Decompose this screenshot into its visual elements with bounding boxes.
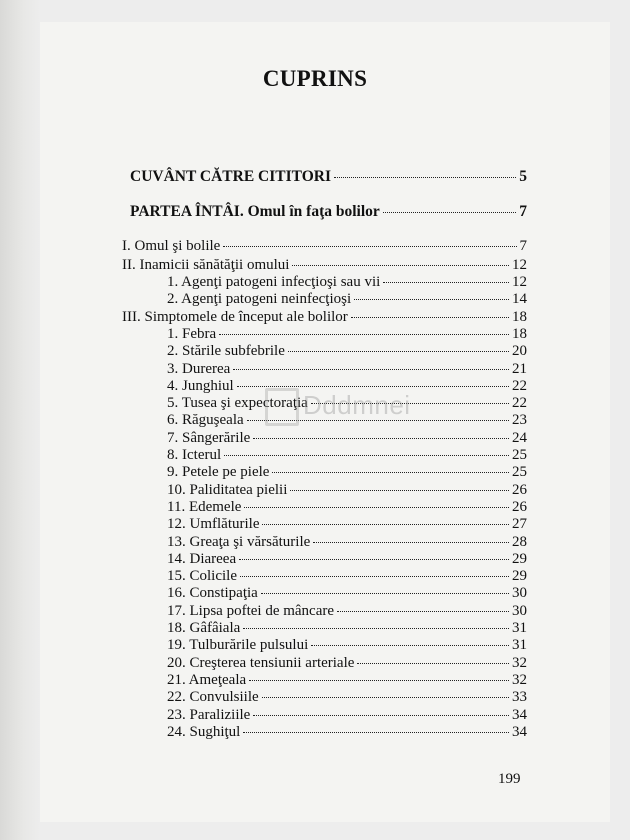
toc-entry-label: 2. Stările subfebrile xyxy=(167,343,285,360)
toc-entry-page: 7 xyxy=(519,238,527,254)
toc-entry xyxy=(122,238,527,255)
toc-entry xyxy=(130,168,527,185)
dot-leader xyxy=(311,645,509,646)
toc-entry-page: 29 xyxy=(512,568,527,585)
toc-entry-label: 21. Ameţeala xyxy=(167,671,247,688)
dot-leader xyxy=(219,334,509,335)
toc-entry-label: 1. Agenţi patogeni infecţioşi sau vii xyxy=(167,274,381,290)
toc-entry xyxy=(167,620,527,637)
toc-entry xyxy=(167,291,527,308)
dot-leader xyxy=(354,299,509,300)
dot-leader xyxy=(383,282,509,283)
toc-entry xyxy=(167,499,527,516)
toc-entry xyxy=(130,203,527,220)
toc-entry-label: 4. Junghiul xyxy=(167,377,234,394)
toc-entry xyxy=(167,361,527,378)
toc-entry-label: 10. Paliditatea pielii xyxy=(167,481,288,498)
dot-leader xyxy=(224,455,509,456)
dot-leader xyxy=(240,576,509,577)
toc-entry-label: PARTEA ÎNTÂI. Omul în faţa bolilor xyxy=(130,203,380,220)
toc-entry-label: 14. Diareea xyxy=(167,550,237,567)
dot-leader xyxy=(261,593,509,594)
toc-entry-label: I. Omul şi bolile xyxy=(122,238,221,254)
dot-leader xyxy=(262,524,509,525)
toc-entry-label: 8. Icterul xyxy=(167,447,222,463)
toc-entry xyxy=(167,724,527,741)
toc-entry-page: 29 xyxy=(512,550,527,567)
dot-leader xyxy=(249,680,509,681)
page-number: 199 xyxy=(498,771,521,787)
toc-entry-page: 31 xyxy=(512,637,527,654)
toc-entry-label: 1. Febra xyxy=(167,325,217,342)
toc-entry-label: 22. Convulsiile xyxy=(167,689,259,706)
toc-entry xyxy=(122,309,527,326)
watermark-logo-icon xyxy=(265,388,299,426)
toc-entry-page: 30 xyxy=(512,602,527,619)
toc-entry-page: 21 xyxy=(512,360,527,377)
toc-entry xyxy=(167,707,527,724)
dot-leader xyxy=(357,663,509,664)
toc-entry-label: 11. Edemele xyxy=(167,498,242,515)
toc-entry xyxy=(167,637,527,654)
toc-entry-label: II. Inamicii sănătăţii omului xyxy=(122,257,290,273)
toc-entry xyxy=(167,326,527,343)
toc-entry-page: 34 xyxy=(512,706,527,723)
toc-entry-page: 12 xyxy=(512,274,527,290)
toc-entry xyxy=(167,551,527,568)
toc-entry-page: 18 xyxy=(512,325,527,342)
toc-entry xyxy=(167,482,527,499)
toc-entry xyxy=(167,343,527,360)
toc-entry-page: 25 xyxy=(512,464,527,481)
dot-leader xyxy=(223,246,516,247)
dot-leader xyxy=(243,732,509,733)
toc-entry-page: 14 xyxy=(512,291,527,308)
toc-entry-label: 6. Răguşeala xyxy=(167,412,244,429)
toc-entry-label: 20. Creşterea tensiunii arteriale xyxy=(167,654,355,671)
toc-entry-page: 22 xyxy=(512,377,527,394)
toc-entry xyxy=(167,534,527,551)
toc-entry-label: 15. Colicile xyxy=(167,568,237,585)
toc-entry-page: 33 xyxy=(512,689,527,706)
toc-entry-page: 5 xyxy=(519,168,527,185)
toc-entry-label: CUVÂNT CĂTRE CITITORI xyxy=(130,168,331,185)
dot-leader xyxy=(244,507,509,508)
dot-leader xyxy=(233,369,509,370)
dot-leader xyxy=(290,490,509,491)
toc-entry-page: 22 xyxy=(512,395,527,412)
toc-entry xyxy=(167,464,527,481)
dot-leader xyxy=(243,628,509,629)
toc-entry-label: 3. Durerea xyxy=(167,360,231,377)
toc-entry-page: 12 xyxy=(512,257,527,273)
toc-entry-page: 23 xyxy=(512,412,527,429)
toc-entry-label: 23. Paraliziile xyxy=(167,706,251,723)
dot-leader xyxy=(351,317,509,318)
toc-entry xyxy=(167,585,527,602)
toc-entry-page: 26 xyxy=(512,498,527,515)
toc-entry xyxy=(167,672,527,689)
toc-entry-page: 18 xyxy=(512,308,527,325)
dot-leader xyxy=(292,265,509,266)
toc-entry-page: 32 xyxy=(512,654,527,671)
toc-entry-page: 7 xyxy=(519,203,527,220)
toc-entry xyxy=(167,274,527,291)
toc-entry xyxy=(167,516,527,533)
toc-entry xyxy=(167,689,527,706)
toc-entry-label: 24. Sughiţul xyxy=(167,723,241,740)
toc-entry-label: 17. Lipsa poftei de mâncare xyxy=(167,602,335,619)
dot-leader xyxy=(262,697,509,698)
toc-entry-label: 13. Greaţa şi vărsăturile xyxy=(167,533,311,550)
toc-entry-page: 28 xyxy=(512,533,527,550)
toc-entry-label: 18. Gâfâiala xyxy=(167,620,241,636)
toc-entry-page: 24 xyxy=(512,429,527,446)
dot-leader xyxy=(288,351,509,352)
dot-leader xyxy=(253,715,509,716)
watermark xyxy=(265,388,445,438)
toc-entry xyxy=(122,257,527,274)
toc-entry-page: 30 xyxy=(512,585,527,602)
toc-entry-label: 12. Umflăturile xyxy=(167,516,260,533)
toc-entry-label: 19. Tulburările pulsului xyxy=(167,637,309,654)
toc-entry-label: 5. Tusea şi expectoraţia xyxy=(167,395,308,412)
toc-entry-page: 26 xyxy=(512,481,527,498)
dot-leader xyxy=(313,542,509,543)
dot-leader xyxy=(272,472,509,473)
toc-entry-label: III. Simptomele de început ale bolilor xyxy=(122,308,348,325)
dot-leader xyxy=(383,212,516,213)
toc-entry xyxy=(167,568,527,585)
dot-leader xyxy=(334,177,516,178)
toc-entry xyxy=(167,447,527,464)
dot-leader xyxy=(239,559,509,560)
book-spine-shadow xyxy=(0,0,40,840)
toc-entry-page: 27 xyxy=(512,516,527,533)
toc-entry-page: 34 xyxy=(512,723,527,740)
dot-leader xyxy=(337,611,509,612)
toc-entry-label: 9. Petele pe piele xyxy=(167,464,270,481)
toc-entry-page: 20 xyxy=(512,343,527,360)
toc-entry-page: 25 xyxy=(512,447,527,463)
page-title: CUPRINS xyxy=(262,66,368,91)
watermark-text: Dddmnei xyxy=(303,390,411,420)
toc-entry xyxy=(167,655,527,672)
toc-entry-label: 7. Sângerările xyxy=(167,429,251,446)
toc-entry-label: 2. Agenţi patogeni neinfecţioşi xyxy=(167,291,352,308)
toc-entry xyxy=(167,603,527,620)
toc-entry-page: 31 xyxy=(512,620,527,636)
toc-entry-label: 16. Constipaţia xyxy=(167,585,258,602)
toc-entry-page: 32 xyxy=(512,671,527,688)
dot-leader xyxy=(237,386,509,387)
